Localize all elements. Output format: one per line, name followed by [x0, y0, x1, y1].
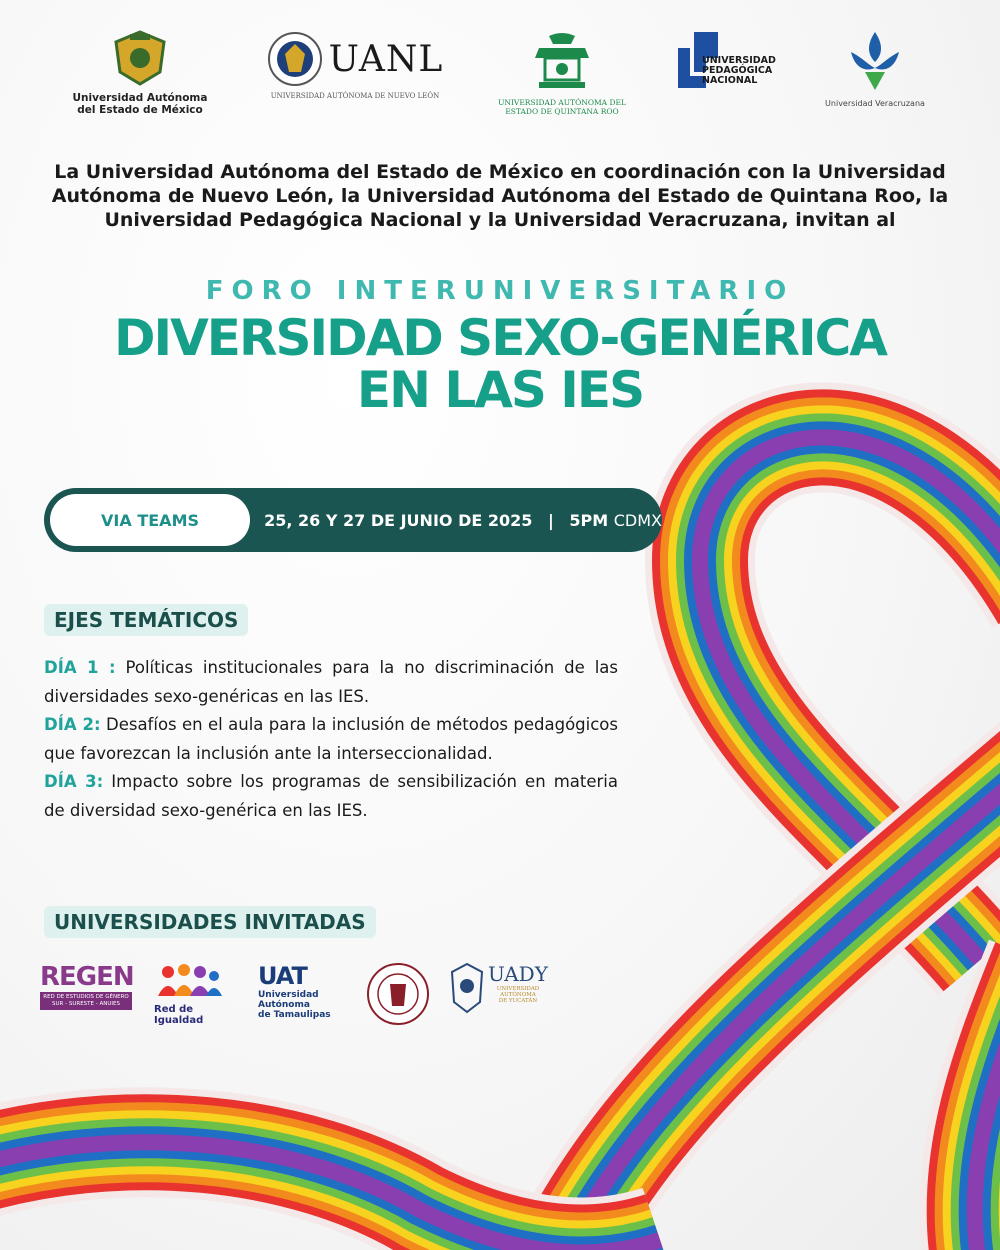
guests-heading: UNIVERSIDADES INVITADAS: [44, 906, 376, 938]
event-kicker: FORO INTERUNIVERSITARIO: [205, 276, 795, 306]
upn-caption: UNIVERSIDAD PEDAGÓGICA NACIONAL: [702, 55, 776, 86]
intro-text: La Universidad Autónoma del Estado de México en coordinación con la Universidad Autónoma de Nuevo León, la Universidad Autónoma del Estado de Quintana Roo, la Universidad Pedagógica Nacional y la Universidad Veracruzana, invitan al: [51, 161, 949, 231]
uaem-logo: [70, 28, 210, 116]
event-title: [0, 309, 1000, 419]
theme-day: DÍA 2:: [44, 715, 101, 734]
uat-subtitle: Universidad Autónoma de Tamaulipas: [258, 990, 331, 1020]
uqroo-logo: [492, 28, 632, 116]
separator: |: [547, 510, 554, 530]
uanl-seal-icon: [267, 28, 323, 90]
title-line-2: EN LAS IES: [356, 361, 644, 419]
theme-item: [44, 654, 618, 711]
uv-logo: [820, 28, 930, 110]
event-dates: 25, 26 Y 27 DE JUNIO DE 2025: [264, 510, 533, 530]
uat-name: UAT: [258, 962, 307, 990]
event-schedule: [264, 511, 662, 530]
themes-heading: EJES TEMÁTICOS: [44, 604, 248, 636]
red-igualdad-name: Red de Igualdad: [154, 1004, 204, 1026]
uv-fleur-icon: [845, 28, 905, 94]
uanl-logo: [260, 28, 450, 102]
uaem-crest-icon: [108, 28, 172, 88]
university-seal-icon: [366, 962, 430, 1026]
regen-subtitle: RED DE ESTUDIOS DE GÉNERO SUR - SURESTE - ANUIES: [40, 992, 132, 1010]
title-line-1: DIVERSIDAD SEXO-GENÉRICA: [114, 309, 886, 367]
red-igualdad-logo: [154, 962, 240, 1032]
uady-logo: [450, 962, 560, 1032]
uv-caption: Universidad Veracruzana: [825, 99, 925, 108]
theme-text: Impacto sobre los programas de sensibilización en materia de diversidad sexo-genérica en las IES.: [44, 772, 618, 820]
theme-day: DÍA 1 :: [44, 658, 116, 677]
event-info-bar: [44, 488, 662, 552]
guest-logos: [40, 962, 560, 1032]
uaem-caption: Universidad Autónoma del Estado de México: [72, 92, 208, 116]
uady-subtitle: UNIVERSIDAD AUTÓNOMA DE YUCATÁN: [496, 986, 540, 1004]
theme-item: [44, 711, 618, 768]
theme-day: DÍA 3:: [44, 772, 104, 791]
themes-list: [44, 654, 618, 825]
tlaxcala-seal: [366, 962, 432, 1032]
uady-crest-icon: [450, 962, 484, 1014]
people-icon: [154, 962, 224, 1000]
uqroo-caption: UNIVERSIDAD AUTÓNOMA DEL ESTADO DE QUINTANA ROO: [498, 98, 626, 116]
uanl-wordmark: UANL: [328, 38, 444, 80]
regen-name: REGEN: [40, 962, 134, 992]
uanl-caption: UNIVERSIDAD AUTÓNOMA DE NUEVO LEÓN: [270, 92, 440, 100]
event-time: 5PM: [569, 510, 609, 530]
mode-badge: VIA TEAMS: [50, 494, 250, 546]
uqroo-emblem-icon: [529, 28, 595, 94]
regen-logo: [40, 962, 132, 1032]
uady-name: UADY: [488, 962, 548, 986]
upn-logo: [676, 28, 786, 86]
theme-text: Políticas institucionales para la no discriminación de las diversidades sexo-genéricas en las IES.: [44, 658, 618, 706]
theme-text: Desafíos en el aula para la inclusión de métodos pedagógicos que favorezcan la inclusión ante la interseccionalidad.: [44, 715, 619, 763]
theme-item: [44, 768, 618, 825]
logo-row: [0, 28, 1000, 138]
event-timezone: CDMX: [613, 510, 662, 530]
ribbon-segment: [975, 960, 1000, 1250]
uat-logo: [258, 962, 360, 1032]
